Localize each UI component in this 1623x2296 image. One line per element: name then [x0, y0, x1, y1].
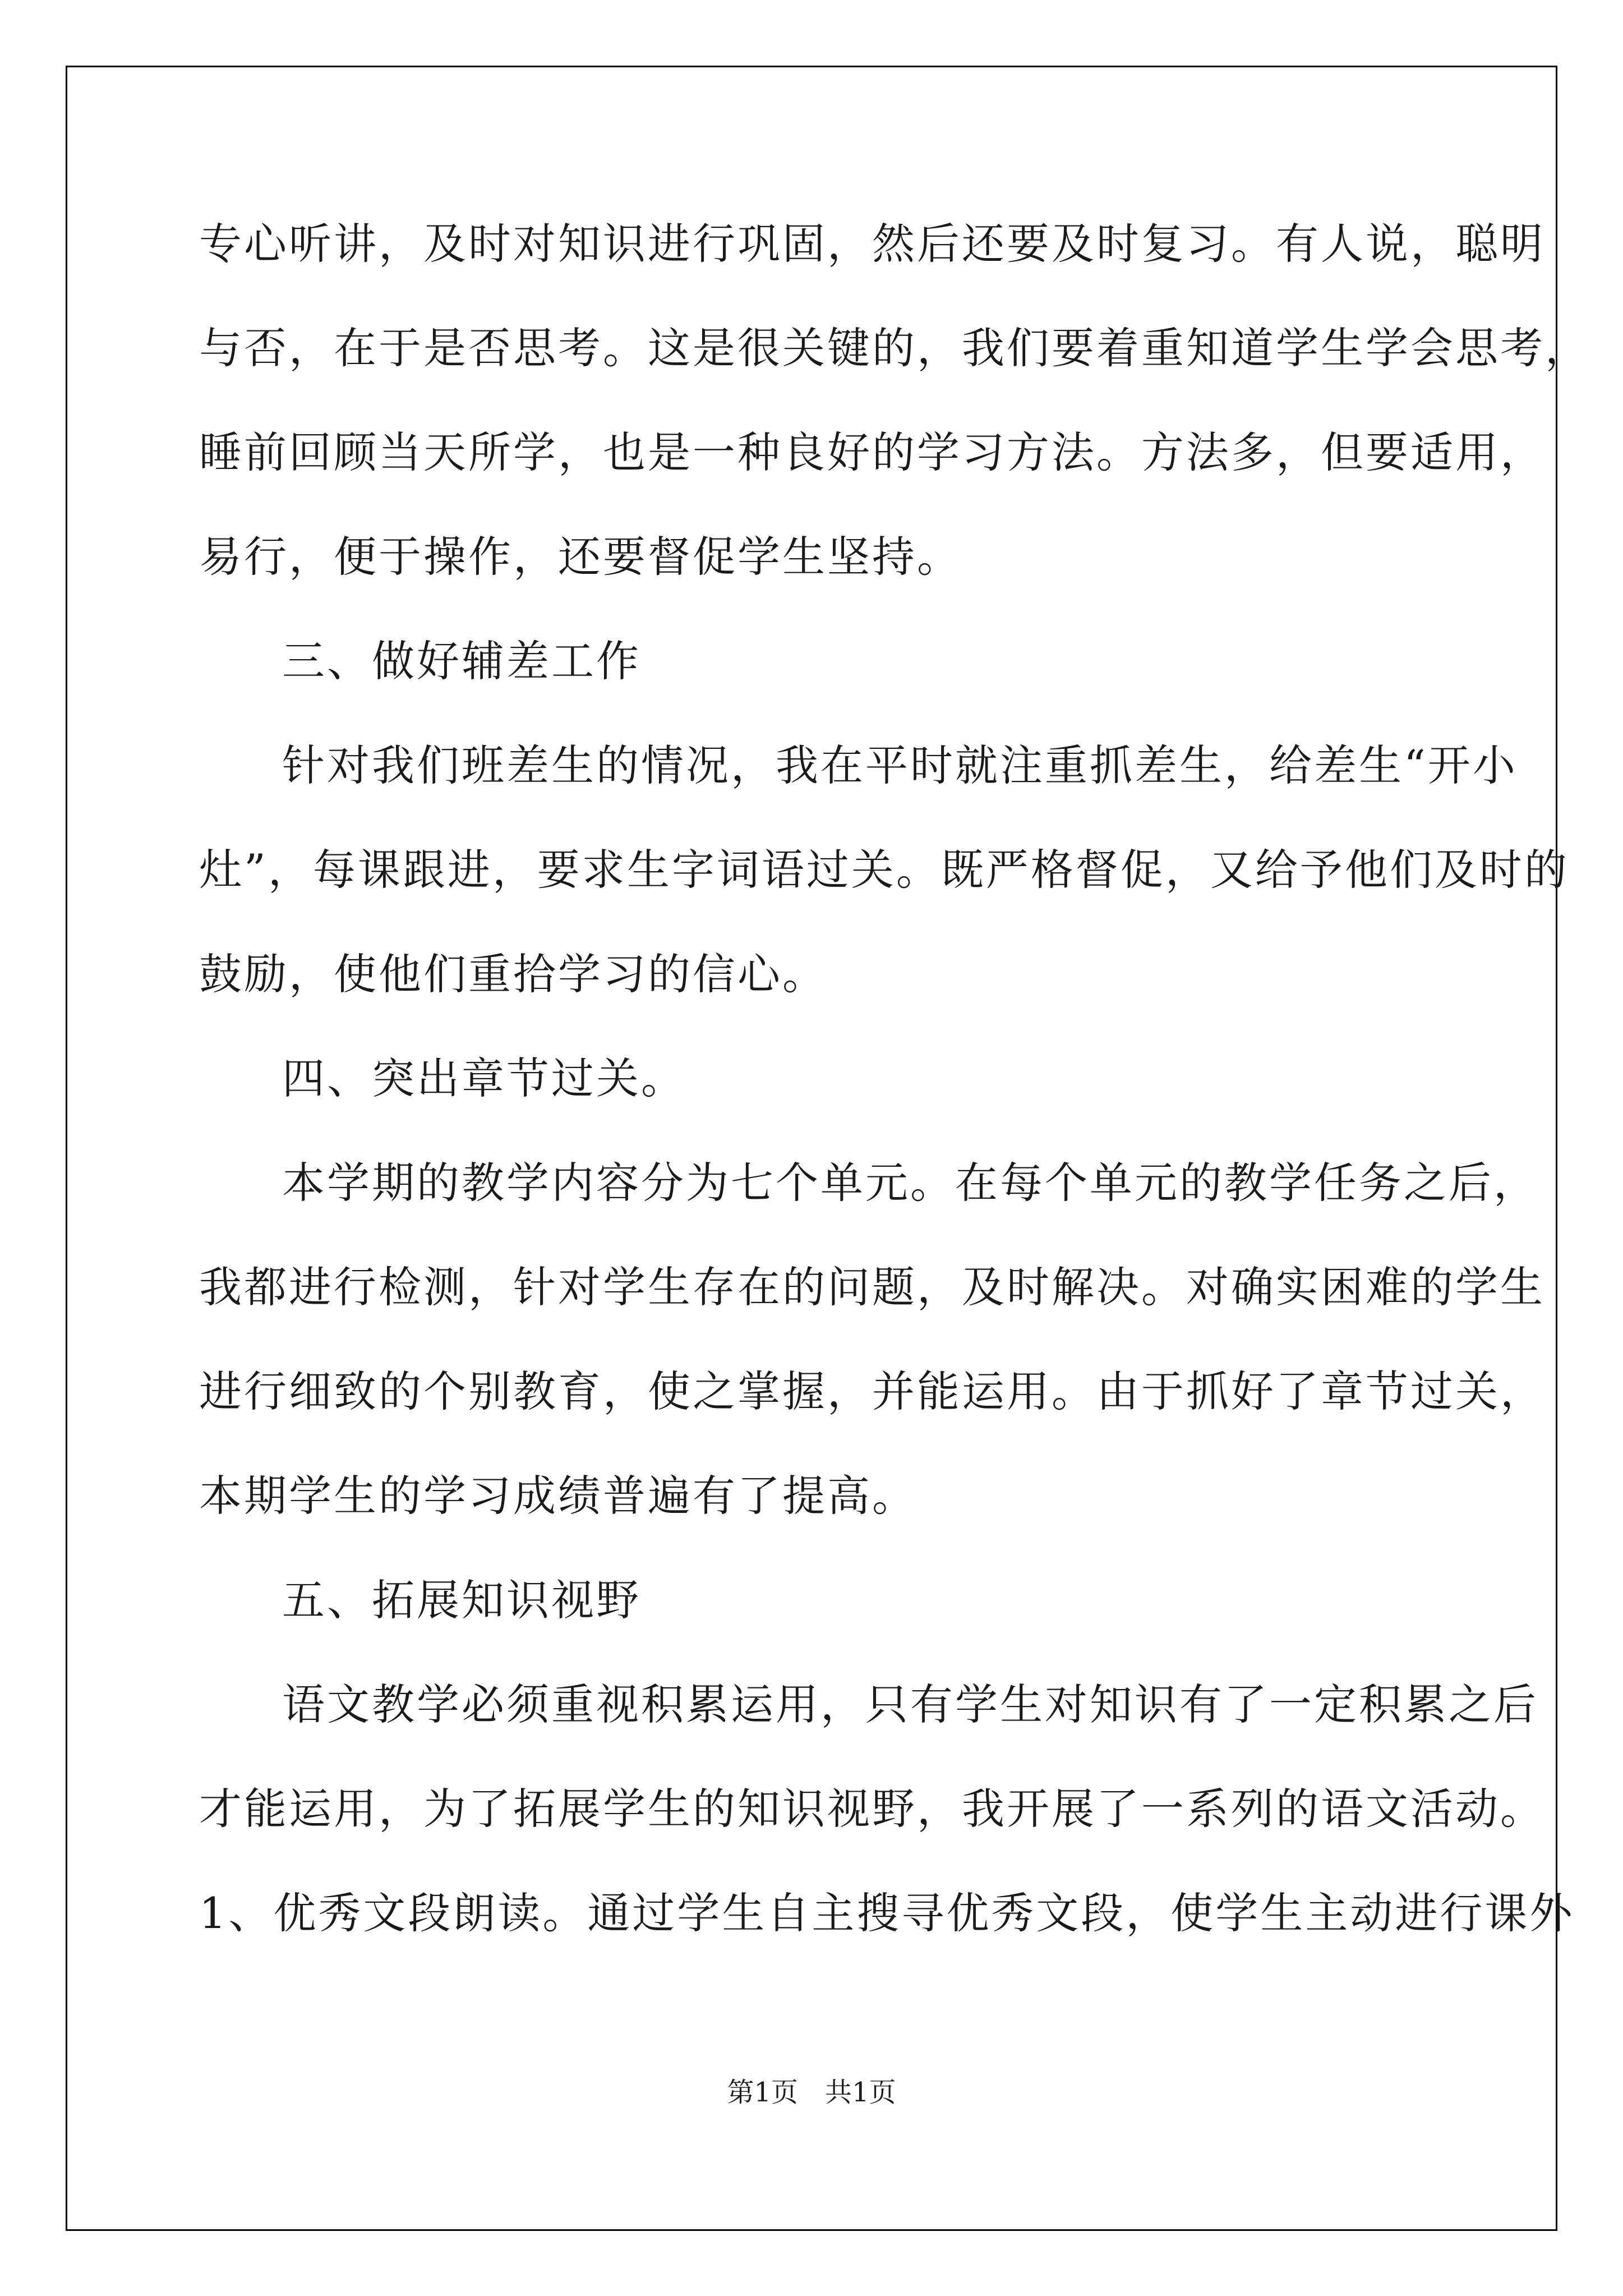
text-line: 鼓励，使他们重拾学习的信心。	[199, 949, 827, 999]
text-line: 进行细致的个别教育，使之掌握，并能运用。由于抓好了章节过关，	[199, 1366, 1545, 1416]
text-line: 才能运用，为了拓展学生的知识视野，我开展了一系列的语文活动。	[199, 1784, 1545, 1834]
text-line: 与否，在于是否思考。这是很关键的，我们要着重知道学生学会思考，	[199, 323, 1590, 373]
section-heading: 四、突出章节过关。	[282, 1053, 686, 1103]
page-footer: 第1页 共1页	[727, 2077, 896, 2108]
text-line: 1、优秀文段朗读。通过学生自主搜寻优秀文段，使学生主动进行课外	[199, 1888, 1575, 1938]
text-line: 本期学生的学习成绩普遍有了提高。	[199, 1471, 917, 1521]
section-heading: 三、做好辅差工作	[282, 636, 641, 686]
text-line: 睡前回顾当天所学，也是一种良好的学习方法。方法多，但要适用，	[199, 427, 1545, 477]
text-line: 针对我们班差生的情况，我在平时就注重抓差生，给差生“开小	[282, 740, 1518, 790]
text-line: 灶”，每课跟进，要求生字词语过关。既严格督促，又给予他们及时的	[199, 845, 1569, 895]
text-line: 本学期的教学内容分为七个单元。在每个单元的教学任务之后，	[282, 1158, 1538, 1208]
text-line: 语文教学必须重视积累运用，只有学生对知识有了一定积累之后	[282, 1680, 1538, 1729]
section-heading: 五、拓展知识视野	[282, 1575, 641, 1625]
text-line: 我都进行检测，针对学生存在的问题，及时解决。对确实困难的学生	[199, 1262, 1545, 1312]
text-line: 专心听讲，及时对知识进行巩固，然后还要及时复习。有人说，聪明	[199, 219, 1545, 269]
text-line: 易行，便于操作，还要督促学生坚持。	[199, 532, 962, 582]
